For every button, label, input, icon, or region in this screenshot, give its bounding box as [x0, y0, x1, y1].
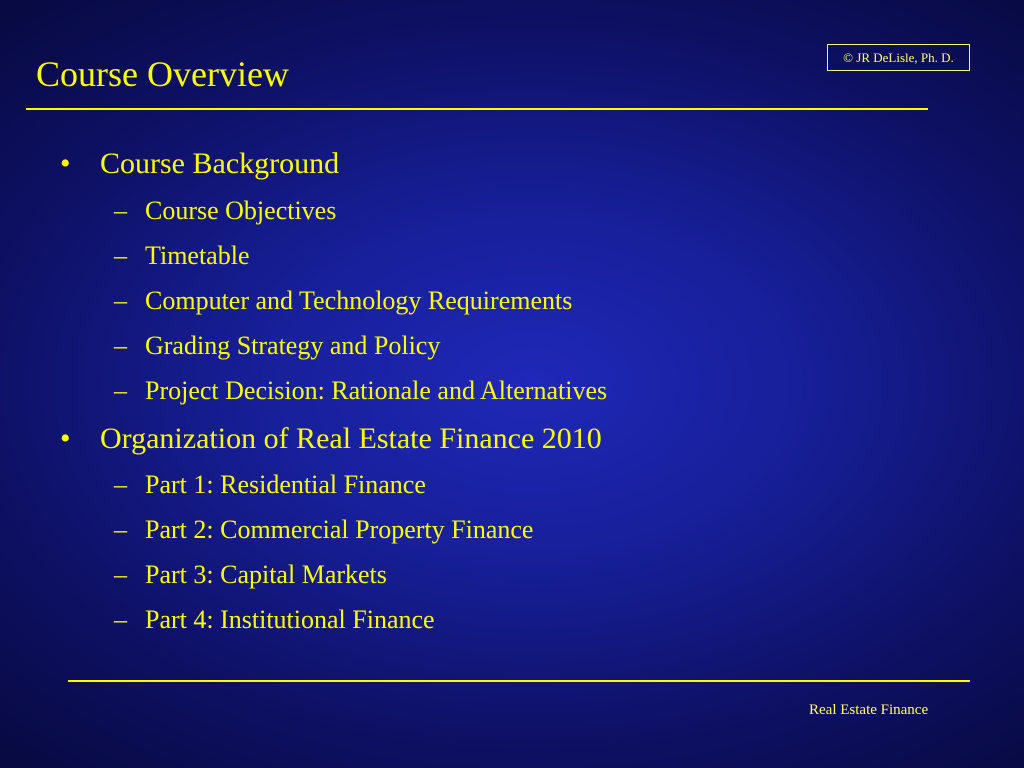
sub-item-text: Computer and Technology Requirements: [145, 286, 573, 315]
footer-divider: [68, 680, 970, 682]
sub-item-text: Timetable: [145, 241, 250, 270]
dash-icon: –: [114, 286, 127, 315]
bullet-icon: •: [60, 422, 71, 455]
bullet-text: Organization of Real Estate Finance 2010: [100, 422, 602, 455]
sub-item-text: Grading Strategy and Policy: [145, 331, 441, 360]
title-divider: [26, 108, 928, 110]
slide-title: Course Overview: [36, 54, 289, 94]
dash-icon: –: [114, 470, 127, 499]
dash-icon: –: [114, 515, 127, 544]
dash-icon: –: [114, 605, 127, 634]
sub-item-text: Part 2: Commercial Property Finance: [145, 515, 534, 544]
dash-icon: –: [114, 241, 127, 270]
copyright-box: [827, 44, 970, 71]
copyright-text: © JR DeLisle, Ph. D.: [843, 49, 954, 65]
bullet-text: Course Background: [100, 147, 340, 180]
sub-item-text: Part 3: Capital Markets: [145, 560, 387, 589]
dash-icon: –: [114, 376, 127, 405]
sub-item-text: Part 1: Residential Finance: [145, 470, 426, 499]
sub-item-text: Part 4: Institutional Finance: [145, 605, 435, 634]
footer-text: Real Estate Finance: [809, 702, 929, 718]
sub-item-text: Course Objectives: [145, 196, 337, 225]
dash-icon: –: [114, 331, 127, 360]
dash-icon: –: [114, 196, 127, 225]
dash-icon: –: [114, 560, 127, 589]
sub-item-text: Project Decision: Rationale and Alternatives: [145, 376, 608, 405]
bullet-icon: •: [60, 147, 71, 180]
